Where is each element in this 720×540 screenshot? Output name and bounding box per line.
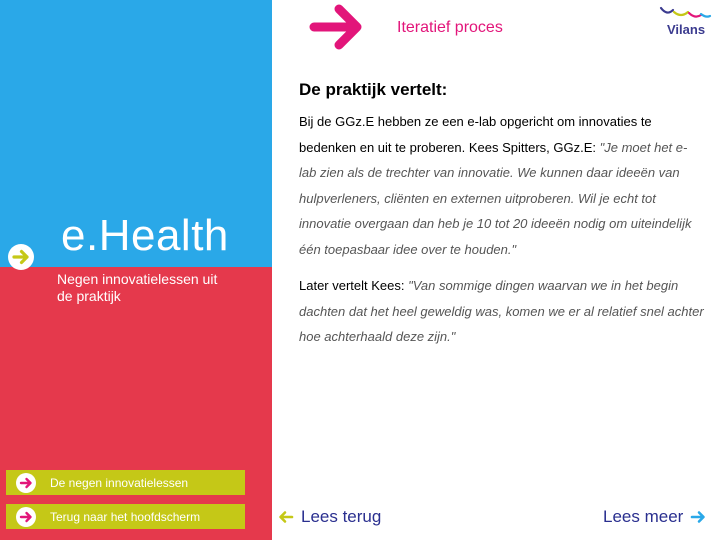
home-nav-label: Terug naar het hoofdscherm	[50, 510, 201, 524]
arrow-right-icon	[16, 507, 36, 527]
main-content	[299, 79, 704, 350]
sidebar-title: e.Health	[61, 211, 229, 260]
paragraph-1-quote: "Je moet het e-lab zien als de trechter van innovatie. We kunnen daar ideeën van hulpverleners, cliënten en externen uitproberen. Wil je echt tot innovatie overgaan dan heb je 10 tot 20 ideeën nodig om uiteindelijk één toepasbaar idee over te houden."	[299, 139, 692, 257]
paragraph-2	[299, 273, 704, 350]
lessons-nav-label: De negen innovatielessen	[50, 476, 189, 490]
more-link[interactable]	[603, 506, 707, 528]
arrow-right-icon	[689, 508, 707, 526]
back-link[interactable]	[277, 506, 381, 528]
paragraph-2-intro: Later vertelt Kees:	[299, 278, 409, 293]
content-heading: De praktijk vertelt:	[299, 80, 448, 99]
sidebar-red-panel	[0, 267, 272, 540]
arrow-right-icon	[16, 473, 36, 493]
paragraph-2-quote: "Van sommige dingen waarvan we in het begin dachten dat het heel geweldig was, komen we er al relatief snel achter hoe achterhaald deze zijn."	[299, 278, 704, 344]
sidebar-subtitle: Negen innovatielessen uit de praktijk	[57, 271, 218, 304]
logo-text: Vilans	[667, 22, 706, 37]
lessons-nav-button[interactable]	[6, 470, 245, 495]
back-link-label: Lees terug	[301, 507, 382, 526]
home-nav-button[interactable]	[6, 504, 245, 529]
arrow-left-icon	[277, 508, 295, 526]
paragraph-1-intro: Bij de GGz.E hebben ze een e-lab opgericht om innovaties te bedenken en uit te proberen. Kees Spitters, GGz.E:	[299, 114, 652, 155]
ehealth-arrow-icon	[8, 244, 34, 270]
more-link-label: Lees meer	[603, 507, 684, 526]
header-arrow-icon	[308, 0, 366, 61]
page-title: Iteratief proces	[397, 19, 503, 36]
paragraph-1	[299, 109, 704, 262]
